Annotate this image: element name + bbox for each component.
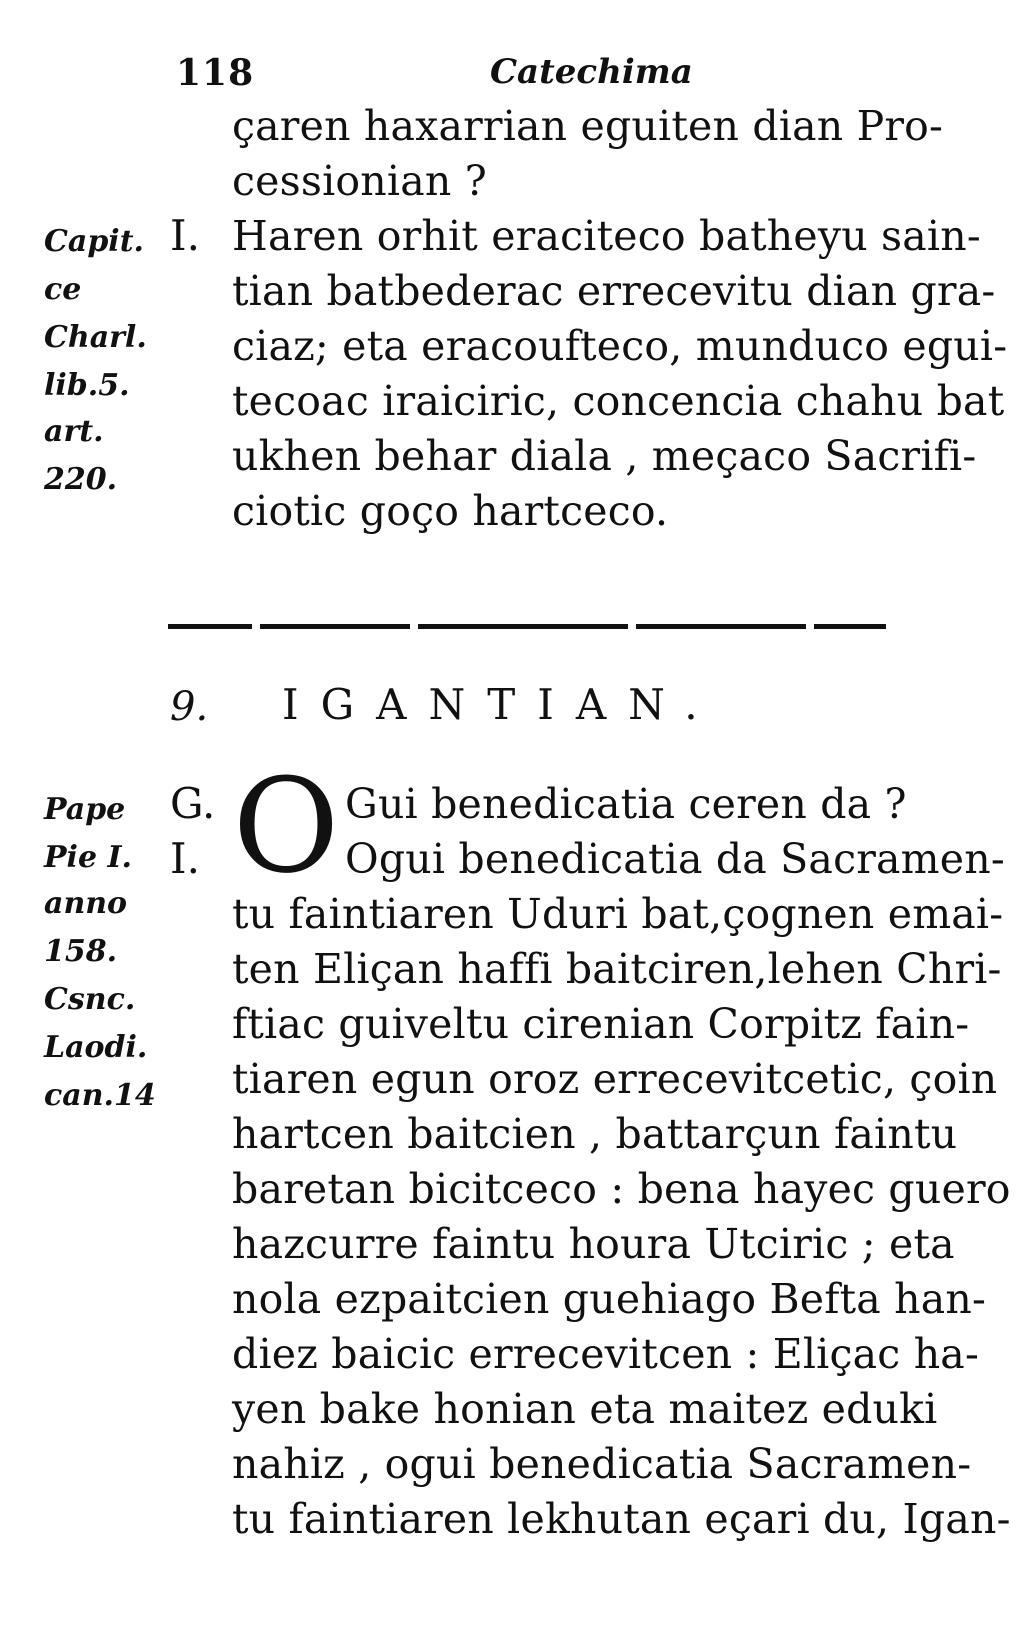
margin-note-line: 158. [44,934,118,969]
question-marker: G. [170,779,216,828]
text-line: tecoac iraiciric, concencia chahu bat [232,377,1005,425]
margin-note-line: Charl. [44,320,147,355]
page-number: 118 [176,52,255,94]
text-line: baretan bicitceco : bena hayec guero [232,1165,1011,1213]
margin-note-line: Csnc. [44,982,136,1017]
answer-marker: I. [170,834,200,883]
text-line: ftiac guiveltu cirenian Corpitz fain- [232,1000,970,1048]
rule-segment [168,624,252,629]
section-number: 9. [170,684,209,730]
text-line: tu faintiaren Uduri bat,çognen emai- [232,890,1004,938]
text-line: yen bake honian eta maitez eduki [232,1385,938,1433]
margin-note-line: can.14 [44,1078,156,1113]
rule-segment [814,624,886,629]
text-line: hazcurre faintu houra Utciric ; eta [232,1220,955,1268]
margin-note-line: Capit. [44,224,144,259]
text-line: Ogui benedicatia da Sacramen- [345,835,1005,883]
text-line: Haren orhit eraciteco batheyu sain- [232,212,981,260]
text-line: diez baicic errecevitcen : Eliçac ha- [232,1330,980,1378]
section-heading: IGANTIAN. [282,680,720,729]
text-line: tian batbederac errecevitu dian gra- [232,267,996,315]
margin-note-line: lib.5. [44,368,130,403]
margin-note-line: Pape [44,792,126,827]
rule-segment [260,624,410,629]
answer-marker: I. [170,211,200,260]
question-text: Gui benedicatia ceren da ? [345,780,907,828]
text-line: tiaren egun oroz errecevitcetic, çoin [232,1055,998,1103]
text-line: hartcen baitcien , battarçun faintu [232,1110,958,1158]
rule-segment [636,624,806,629]
text-line: ukhen behar diala , meçaco Sacrifi- [232,432,977,480]
text-line: nahiz , ogui benedicatia Sacramen- [232,1440,972,1488]
margin-note-line: Laodi. [44,1030,148,1065]
text-line: ciaz; eta eracoufteco, munduco egui- [232,322,1008,370]
text-line: çaren haxarrian eguiten dian Pro- [232,102,944,150]
margin-note-line: ce [44,272,82,307]
section-divider-rule [168,620,888,632]
margin-note-line: anno [44,886,128,921]
running-head-title: Catechima [490,52,693,92]
running-header [170,52,890,102]
margin-note-line: art. [44,414,104,449]
text-line: ciotic goço hartceco. [232,487,669,535]
rule-segment [418,624,628,629]
margin-note-line: Pie I. [44,840,132,875]
text-line: nola ezpaitcien guehiago Befta han- [232,1275,987,1323]
text-line: cessionian ? [232,157,487,205]
text-line: ten Eliçan haffi baitciren,lehen Chri- [232,945,1002,993]
drop-cap-letter: O [232,750,340,902]
margin-note-line: 220. [44,462,118,497]
text-line: tu faintiaren lekhutan eçari du, Igan- [232,1495,1011,1543]
